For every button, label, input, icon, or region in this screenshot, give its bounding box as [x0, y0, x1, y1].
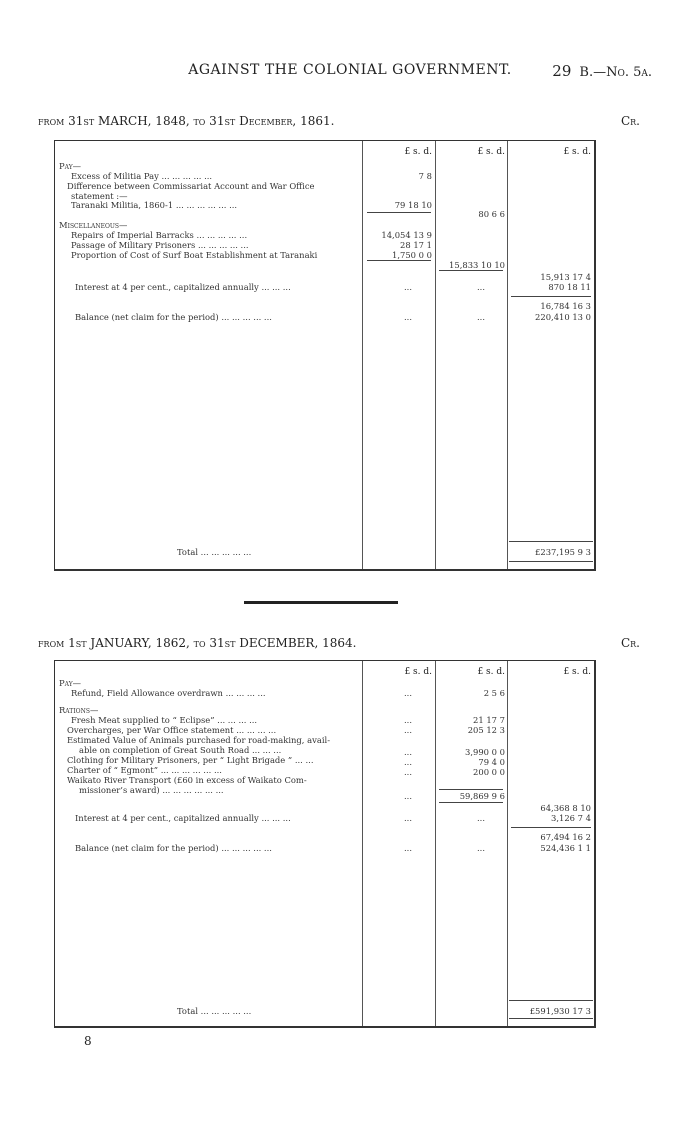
row-amount-col1: 14,054 13 9 — [381, 230, 432, 240]
row-description: Passage of Military Prisoners ... ... ... ... ... — [71, 240, 249, 250]
category-label: Pay— — [59, 678, 82, 688]
row-amount-col2: 21 17 7 — [473, 715, 505, 725]
col-head-3: £ s. d. — [563, 667, 591, 677]
row-amount-col3: 220,410 13 0 — [535, 312, 591, 322]
row-amount-col2: 79 4 0 — [478, 757, 505, 767]
category-label: Miscellaneous— — [59, 220, 128, 230]
section2-cr: Cr. — [620, 636, 640, 650]
col-head-2: £ s. d. — [477, 667, 505, 677]
page-number: 29 — [552, 62, 572, 80]
row-amount-col1: ... — [404, 725, 412, 735]
page-header-ref — [552, 62, 652, 80]
row-amount-col2: 2 5 6 — [483, 688, 505, 698]
row-amount-col2: ... — [477, 312, 485, 322]
row-amount-col1: ... — [404, 312, 412, 322]
section1-ledger-table — [54, 140, 596, 571]
section2-ledger-table — [54, 660, 596, 1028]
row-amount-col1: ... — [404, 843, 412, 853]
row-amount-col1: 1,750 0 0 — [392, 250, 432, 260]
row-description: Interest at 4 per cent., capitalized annually ... ... ... — [75, 813, 291, 823]
row-amount-col2: ... — [477, 843, 485, 853]
row-description: Charter of “ Egmont” ... ... ... ... ... ... — [67, 765, 222, 775]
row-amount-col1: ... — [404, 282, 412, 292]
row-amount-col3: 67,494 16 2 — [540, 832, 591, 842]
row-description: Fresh Meat supplied to “ Eclipse” ... ... ... ... — [71, 715, 258, 725]
row-amount-col2: 59,869 9 6 — [459, 791, 505, 801]
row-description: Balance (net claim for the period) ... ... ... ... ... — [75, 312, 272, 322]
row-description: Waikato River Transport (£60 in excess of Waikato Com- — [67, 775, 307, 785]
row-amount-col2: 3,990 0 0 — [465, 747, 505, 757]
category-label: Rations— — [59, 705, 99, 715]
row-amount-col3: 64,368 8 10 — [540, 803, 591, 813]
row-description: Difference between Commissariat Account and War Office — [67, 181, 315, 191]
column-divider — [507, 141, 508, 569]
row-amount-col1: ... — [404, 747, 412, 757]
row-amount-col3: 3,126 7 4 — [551, 813, 591, 823]
col-head-1: £ s. d. — [404, 147, 432, 157]
row-amount-col2: 80 6 6 — [478, 209, 505, 219]
row-amount-col1: ... — [404, 813, 412, 823]
section1-cr: Cr. — [620, 114, 640, 128]
page-header-title: AGAINST THE COLONIAL GOVERNMENT. — [188, 62, 512, 78]
row-amount-col1: 7 8 — [418, 171, 432, 181]
total-amount: £591,930 17 3 — [529, 1006, 591, 1016]
row-description: Excess of Militia Pay ... ... ... ... ... — [71, 171, 213, 181]
row-amount-col3: 15,913 17 4 — [540, 272, 591, 282]
row-amount-col1: ... — [404, 791, 412, 801]
total-label: Total ... ... ... ... ... — [177, 547, 252, 557]
row-amount-col1: 79 18 10 — [394, 200, 432, 210]
row-description: Taranaki Militia, 1860-1 ... ... ... ... ... ... — [71, 200, 238, 210]
row-description: Overcharges, per War Office statement ... ... ... ... — [67, 725, 277, 735]
row-description: Balance (net claim for the period) ... ... ... ... ... — [75, 843, 272, 853]
section1-period: from 31st MARCH, 1848, to 31st December, 1861. — [38, 114, 335, 128]
row-description: statement :— — [71, 191, 128, 201]
column-divider — [435, 141, 436, 569]
signature-mark: 8 — [84, 1034, 92, 1048]
row-description: Repairs of Imperial Barracks ... ... ... ... ... — [71, 230, 248, 240]
row-description: missioner’s award) ... ... ... ... ... ... — [79, 785, 224, 795]
row-amount-col2: ... — [477, 813, 485, 823]
row-amount-col2: ... — [477, 282, 485, 292]
col-head-2: £ s. d. — [477, 147, 505, 157]
row-description: Refund, Field Allowance overdrawn ... ... ... ... — [71, 688, 266, 698]
row-description: Interest at 4 per cent., capitalized annually ... ... ... — [75, 282, 291, 292]
category-label: Pay— — [59, 161, 82, 171]
row-amount-col1: ... — [404, 757, 412, 767]
row-description: Clothing for Military Prisoners, per “ Light Brigade ” ... ... — [67, 755, 314, 765]
section-separator — [244, 601, 398, 604]
total-amount: £237,195 9 3 — [535, 547, 591, 557]
row-description: Estimated Value of Animals purchased for road-making, avail- — [67, 735, 331, 745]
row-amount-col2: 205 12 3 — [467, 725, 505, 735]
row-amount-col3: 870 18 11 — [548, 282, 591, 292]
document-reference: B.—No. 5a. — [579, 65, 652, 80]
row-amount-col1: ... — [404, 688, 412, 698]
total-label: Total ... ... ... ... ... — [177, 1006, 252, 1016]
row-amount-col1: ... — [404, 767, 412, 777]
row-amount-col1: ... — [404, 715, 412, 725]
row-amount-col2: 200 0 0 — [473, 767, 505, 777]
col-head-1: £ s. d. — [404, 667, 432, 677]
row-amount-col1: 28 17 1 — [400, 240, 432, 250]
row-amount-col2: 15,833 10 10 — [449, 260, 505, 270]
row-description: Proportion of Cost of Surf Boat Establishment at Taranaki — [71, 250, 318, 260]
row-description: able on completion of Great South Road ... ... ... — [79, 745, 282, 755]
col-head-3: £ s. d. — [563, 147, 591, 157]
row-amount-col3: 524,436 1 1 — [540, 843, 591, 853]
row-amount-col3: 16,784 16 3 — [540, 301, 591, 311]
section2-period: from 1st JANUARY, 1862, to 31st DECEMBER, 1864. — [38, 636, 357, 650]
